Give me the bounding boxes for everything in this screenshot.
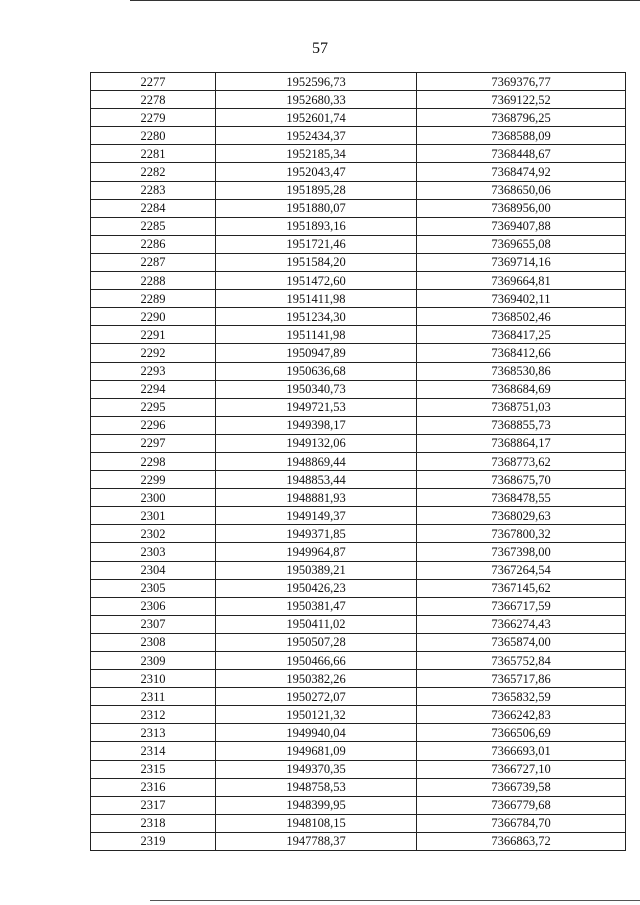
x-coordinate-cell: 1950381,47: [216, 597, 417, 615]
table-row: [91, 688, 626, 706]
table-row: [91, 181, 626, 199]
y-coordinate-cell: 7368412,66: [417, 344, 626, 362]
point-number-cell: 2309: [91, 652, 216, 670]
x-coordinate-cell: 1948869,44: [216, 452, 417, 470]
table-row: [91, 796, 626, 814]
table-row: [91, 109, 626, 127]
y-coordinate-cell: 7369714,16: [417, 253, 626, 271]
x-coordinate-cell: 1951411,98: [216, 290, 417, 308]
x-coordinate-cell: 1951893,16: [216, 217, 417, 235]
table-row: [91, 253, 626, 271]
x-coordinate-cell: 1949370,35: [216, 760, 417, 778]
table-row: [91, 814, 626, 832]
y-coordinate-cell: 7368864,17: [417, 434, 626, 452]
scan-edge-bottom: [150, 900, 640, 901]
point-number-cell: 2307: [91, 615, 216, 633]
y-coordinate-cell: 7366739,58: [417, 778, 626, 796]
y-coordinate-cell: 7367800,32: [417, 525, 626, 543]
table-row: [91, 308, 626, 326]
point-number-cell: 2285: [91, 217, 216, 235]
x-coordinate-cell: 1950389,21: [216, 561, 417, 579]
y-coordinate-cell: 7366727,10: [417, 760, 626, 778]
table-row: [91, 597, 626, 615]
y-coordinate-cell: 7368502,46: [417, 308, 626, 326]
table-row: [91, 91, 626, 109]
x-coordinate-cell: 1949940,04: [216, 724, 417, 742]
x-coordinate-cell: 1950947,89: [216, 344, 417, 362]
point-number-cell: 2306: [91, 597, 216, 615]
table-row: [91, 127, 626, 145]
y-coordinate-cell: 7367264,54: [417, 561, 626, 579]
table-row: [91, 507, 626, 525]
point-number-cell: 2311: [91, 688, 216, 706]
y-coordinate-cell: 7368474,92: [417, 163, 626, 181]
point-number-cell: 2279: [91, 109, 216, 127]
table-row: [91, 73, 626, 91]
y-coordinate-cell: 7369664,81: [417, 272, 626, 290]
x-coordinate-cell: 1951584,20: [216, 253, 417, 271]
x-coordinate-cell: 1951141,98: [216, 326, 417, 344]
y-coordinate-cell: 7368855,73: [417, 416, 626, 434]
point-number-cell: 2284: [91, 199, 216, 217]
point-number-cell: 2319: [91, 832, 216, 850]
table-row: [91, 452, 626, 470]
y-coordinate-cell: 7367145,62: [417, 579, 626, 597]
y-coordinate-cell: 7369122,52: [417, 91, 626, 109]
x-coordinate-cell: 1950507,28: [216, 633, 417, 651]
x-coordinate-cell: 1951895,28: [216, 181, 417, 199]
table-row: [91, 633, 626, 651]
table-row: [91, 416, 626, 434]
point-number-cell: 2290: [91, 308, 216, 326]
table-row: [91, 778, 626, 796]
point-number-cell: 2292: [91, 344, 216, 362]
x-coordinate-cell: 1952601,74: [216, 109, 417, 127]
point-number-cell: 2277: [91, 73, 216, 91]
table-row: [91, 832, 626, 850]
y-coordinate-cell: 7369402,11: [417, 290, 626, 308]
point-number-cell: 2293: [91, 362, 216, 380]
point-number-cell: 2316: [91, 778, 216, 796]
point-number-cell: 2315: [91, 760, 216, 778]
x-coordinate-cell: 1951880,07: [216, 199, 417, 217]
x-coordinate-cell: 1949721,53: [216, 398, 417, 416]
table-row: [91, 543, 626, 561]
point-number-cell: 2310: [91, 670, 216, 688]
x-coordinate-cell: 1951721,46: [216, 235, 417, 253]
scan-edge-top: [130, 0, 640, 1]
y-coordinate-cell: 7368956,00: [417, 199, 626, 217]
table-row: [91, 199, 626, 217]
point-number-cell: 2299: [91, 471, 216, 489]
x-coordinate-cell: 1952680,33: [216, 91, 417, 109]
point-number-cell: 2287: [91, 253, 216, 271]
point-number-cell: 2278: [91, 91, 216, 109]
point-number-cell: 2289: [91, 290, 216, 308]
x-coordinate-cell: 1948758,53: [216, 778, 417, 796]
point-number-cell: 2286: [91, 235, 216, 253]
x-coordinate-cell: 1952185,34: [216, 145, 417, 163]
point-number-cell: 2304: [91, 561, 216, 579]
table-row: [91, 145, 626, 163]
table-row: [91, 398, 626, 416]
y-coordinate-cell: 7366693,01: [417, 742, 626, 760]
point-number-cell: 2298: [91, 452, 216, 470]
table-row: [91, 742, 626, 760]
table-row: [91, 760, 626, 778]
table-row: [91, 290, 626, 308]
y-coordinate-cell: 7366274,43: [417, 615, 626, 633]
x-coordinate-cell: 1950272,07: [216, 688, 417, 706]
table-row: [91, 525, 626, 543]
x-coordinate-cell: 1950426,23: [216, 579, 417, 597]
table-row: [91, 471, 626, 489]
table-row: [91, 670, 626, 688]
y-coordinate-cell: 7368773,62: [417, 452, 626, 470]
y-coordinate-cell: 7368478,55: [417, 489, 626, 507]
x-coordinate-cell: 1948853,44: [216, 471, 417, 489]
point-number-cell: 2295: [91, 398, 216, 416]
x-coordinate-cell: 1952043,47: [216, 163, 417, 181]
y-coordinate-cell: 7368417,25: [417, 326, 626, 344]
table-row: [91, 652, 626, 670]
coordinates-table-body: [91, 73, 626, 851]
point-number-cell: 2313: [91, 724, 216, 742]
table-row: [91, 380, 626, 398]
y-coordinate-cell: 7366779,68: [417, 796, 626, 814]
x-coordinate-cell: 1950340,73: [216, 380, 417, 398]
point-number-cell: 2302: [91, 525, 216, 543]
x-coordinate-cell: 1950121,32: [216, 706, 417, 724]
point-number-cell: 2288: [91, 272, 216, 290]
x-coordinate-cell: 1948399,95: [216, 796, 417, 814]
x-coordinate-cell: 1952434,37: [216, 127, 417, 145]
table-row: [91, 489, 626, 507]
x-coordinate-cell: 1950411,02: [216, 615, 417, 633]
y-coordinate-cell: 7368650,06: [417, 181, 626, 199]
point-number-cell: 2283: [91, 181, 216, 199]
y-coordinate-cell: 7368675,70: [417, 471, 626, 489]
x-coordinate-cell: 1949681,09: [216, 742, 417, 760]
point-number-cell: 2303: [91, 543, 216, 561]
y-coordinate-cell: 7369376,77: [417, 73, 626, 91]
y-coordinate-cell: 7368588,09: [417, 127, 626, 145]
table-row: [91, 615, 626, 633]
x-coordinate-cell: 1949398,17: [216, 416, 417, 434]
table-row: [91, 272, 626, 290]
y-coordinate-cell: 7368530,86: [417, 362, 626, 380]
point-number-cell: 2281: [91, 145, 216, 163]
x-coordinate-cell: 1951234,30: [216, 308, 417, 326]
x-coordinate-cell: 1949132,06: [216, 434, 417, 452]
table-row: [91, 344, 626, 362]
point-number-cell: 2282: [91, 163, 216, 181]
point-number-cell: 2300: [91, 489, 216, 507]
coordinates-table: [90, 72, 626, 851]
y-coordinate-cell: 7366784,70: [417, 814, 626, 832]
table-row: [91, 724, 626, 742]
point-number-cell: 2305: [91, 579, 216, 597]
y-coordinate-cell: 7366863,72: [417, 832, 626, 850]
y-coordinate-cell: 7368029,63: [417, 507, 626, 525]
page-number: 57: [312, 40, 328, 57]
point-number-cell: 2297: [91, 434, 216, 452]
table-row: [91, 579, 626, 597]
y-coordinate-cell: 7368751,03: [417, 398, 626, 416]
y-coordinate-cell: 7365832,59: [417, 688, 626, 706]
y-coordinate-cell: 7369407,88: [417, 217, 626, 235]
y-coordinate-cell: 7368448,67: [417, 145, 626, 163]
x-coordinate-cell: 1949371,85: [216, 525, 417, 543]
y-coordinate-cell: 7366717,59: [417, 597, 626, 615]
y-coordinate-cell: 7368684,69: [417, 380, 626, 398]
point-number-cell: 2296: [91, 416, 216, 434]
x-coordinate-cell: 1951472,60: [216, 272, 417, 290]
y-coordinate-cell: 7366242,83: [417, 706, 626, 724]
point-number-cell: 2301: [91, 507, 216, 525]
x-coordinate-cell: 1948881,93: [216, 489, 417, 507]
table-row: [91, 326, 626, 344]
table-row: [91, 217, 626, 235]
point-number-cell: 2291: [91, 326, 216, 344]
y-coordinate-cell: 7365752,84: [417, 652, 626, 670]
y-coordinate-cell: 7365717,86: [417, 670, 626, 688]
x-coordinate-cell: 1947788,37: [216, 832, 417, 850]
table-row: [91, 163, 626, 181]
y-coordinate-cell: 7365874,00: [417, 633, 626, 651]
y-coordinate-cell: 7367398,00: [417, 543, 626, 561]
x-coordinate-cell: 1952596,73: [216, 73, 417, 91]
point-number-cell: 2318: [91, 814, 216, 832]
table-row: [91, 561, 626, 579]
y-coordinate-cell: 7368796,25: [417, 109, 626, 127]
y-coordinate-cell: 7369655,08: [417, 235, 626, 253]
x-coordinate-cell: 1949149,37: [216, 507, 417, 525]
point-number-cell: 2312: [91, 706, 216, 724]
table-row: [91, 362, 626, 380]
point-number-cell: 2314: [91, 742, 216, 760]
table-row: [91, 706, 626, 724]
x-coordinate-cell: 1949964,87: [216, 543, 417, 561]
y-coordinate-cell: 7366506,69: [417, 724, 626, 742]
point-number-cell: 2308: [91, 633, 216, 651]
point-number-cell: 2280: [91, 127, 216, 145]
point-number-cell: 2294: [91, 380, 216, 398]
point-number-cell: 2317: [91, 796, 216, 814]
x-coordinate-cell: 1950636,68: [216, 362, 417, 380]
table-row: [91, 235, 626, 253]
x-coordinate-cell: 1948108,15: [216, 814, 417, 832]
x-coordinate-cell: 1950466,66: [216, 652, 417, 670]
table-row: [91, 434, 626, 452]
x-coordinate-cell: 1950382,26: [216, 670, 417, 688]
